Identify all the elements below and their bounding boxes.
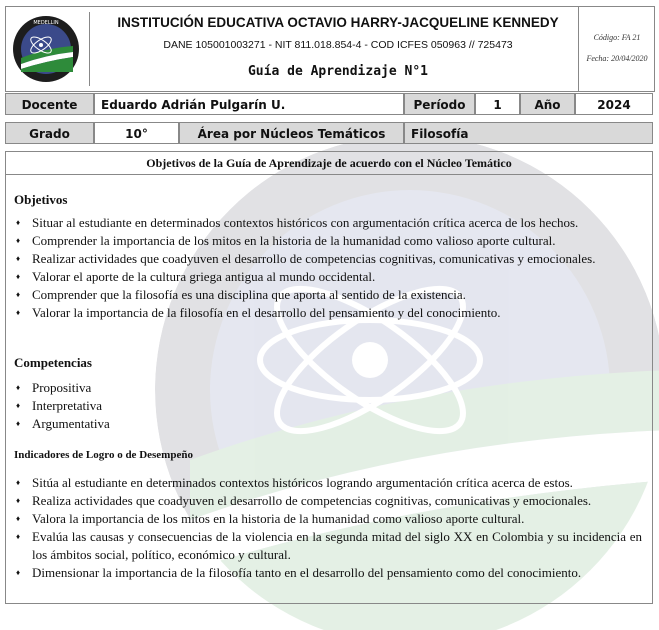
- objetivos-heading: Objetivos: [14, 192, 68, 207]
- document-code: Código: FA 21: [593, 33, 641, 42]
- indicadores-heading: Indicadores de Logro o de Desempeño: [14, 449, 193, 461]
- institution-name: INSTITUCIÓN EDUCATIVA OCTAVIO HARRY-JACQUELINE KENNEDY: [117, 15, 559, 30]
- info-row-grade: [5, 122, 653, 144]
- area-value: Filosofía: [404, 122, 653, 144]
- list-item: ♦ Situar al estudiante en determinados contextos históricos con argumentación crítica acerca de los hechos.: [14, 214, 642, 232]
- guide-title: Guía de Aprendizaje N°1: [247, 64, 428, 79]
- school-crest-icon: [11, 12, 81, 86]
- grado-label: Grado: [5, 122, 94, 144]
- document-date: Fecha: 20/04/2020: [586, 54, 648, 63]
- list-item: ♦ Valora la importancia de los mitos en la historia de la humanidad como valioso aporte cultural.: [14, 510, 642, 528]
- list-item: ♦ Realiza actividades que coadyuven el desarrollo de competencias cognitivas, comunicativas y emocionales.: [14, 492, 642, 510]
- competencias-heading: Competencias: [14, 355, 92, 370]
- list-item: ♦ Realizar actividades que coadyuven el desarrollo de competencias cognitivas, comunicativas y emocionales.: [14, 250, 642, 268]
- docente-label: Docente: [5, 93, 94, 115]
- document-header: [5, 6, 655, 92]
- info-row-teacher: [5, 93, 653, 115]
- ano-label: Año: [520, 93, 575, 115]
- list-item: ♦ Argumentativa: [14, 415, 642, 433]
- list-item: ♦ Sitúa al estudiante en determinados contextos históricos logrando argumentación crítica acerca de estos.: [14, 474, 642, 492]
- competencias-list: [14, 379, 642, 433]
- list-item: ♦ Evalúa las causas y consecuencias de la violencia en la segunda mitad del siglo XX en Colombia y su incidencia en los ámbitos social, político, económico y cultural.: [14, 528, 642, 564]
- list-item: ♦ Valorar el aporte de la cultura griega antigua al mundo occidental.: [14, 268, 642, 286]
- ano-value: 2024: [575, 93, 653, 115]
- document-meta: [580, 7, 654, 91]
- header-center: [98, 7, 579, 91]
- periodo-value: 1: [475, 93, 520, 115]
- list-item: ♦ Interpretativa: [14, 397, 642, 415]
- docente-value: Eduardo Adrián Pulgarín U.: [94, 93, 404, 115]
- indicadores-list: [14, 474, 642, 582]
- institution-codes: DANE 105001003271 - NIT 811.018.854-4 - COD ICFES 050963 // 725473: [163, 39, 513, 51]
- list-item: ♦ Comprender la importancia de los mitos en la historia de la humanidad como valioso aporte cultural.: [14, 232, 642, 250]
- periodo-label: Período: [404, 93, 475, 115]
- school-logo: [11, 12, 90, 86]
- area-label: Área por Núcleos Temáticos: [179, 122, 404, 144]
- list-item: ♦ Comprender que la filosofía es una disciplina que aporta al sentido de la existencia.: [14, 286, 642, 304]
- list-item: ♦ Valorar la importancia de la filosofía en el desarrollo del pensamiento y del conocimiento.: [14, 304, 642, 322]
- grado-value: 10°: [94, 122, 179, 144]
- list-item: ♦ Dimensionar la importancia de la filosofía tanto en el desarrollo del pensamiento como del conocimiento.: [14, 564, 642, 582]
- section-title: Objetivos de la Guía de Aprendizaje de acuerdo con el Núcleo Temático: [6, 152, 652, 175]
- list-item: ♦ Propositiva: [14, 379, 642, 397]
- objectives-section: [5, 151, 653, 604]
- logo-text: MEDELLIN: [33, 20, 59, 26]
- objetivos-list: [14, 214, 642, 322]
